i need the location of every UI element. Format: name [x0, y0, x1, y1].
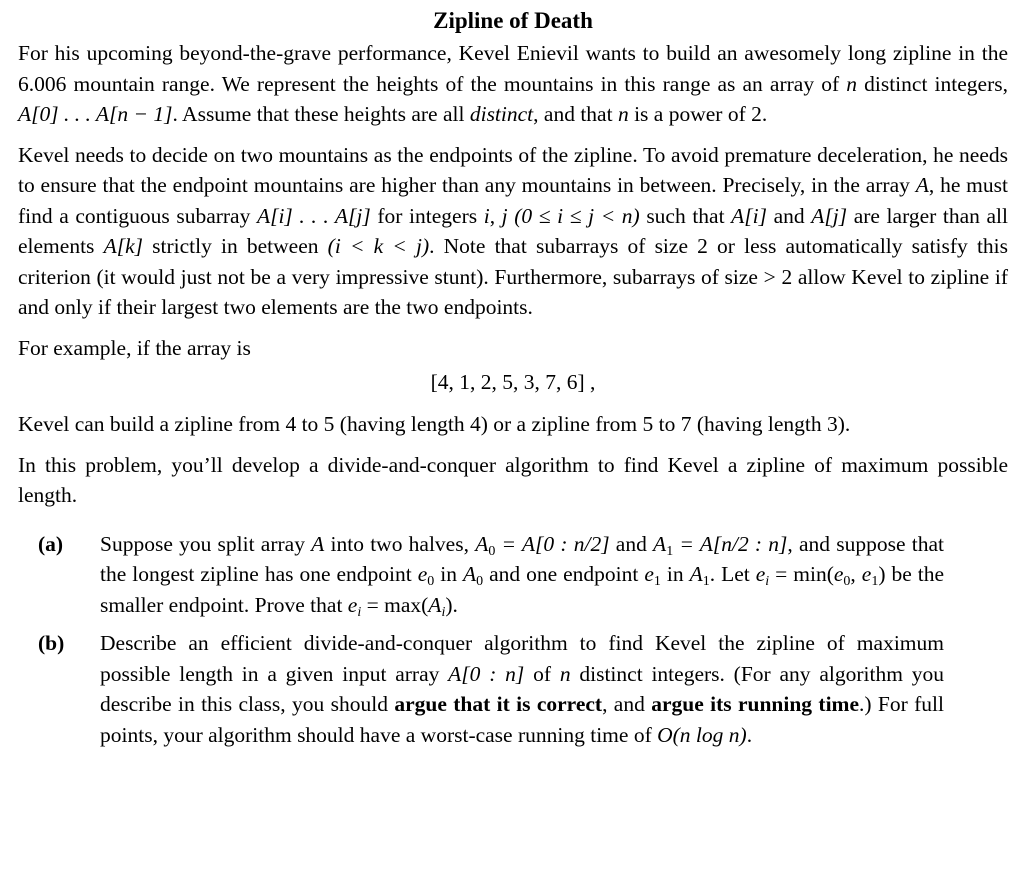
part-a-label: (a): [38, 531, 64, 556]
part-b-label: (b): [38, 631, 65, 655]
intro-paragraph: For his upcoming beyond-the-grave performance, Kevel Enievil wants to build an awesomely long zipline in the 6.006 mountain range. We represent the heights of the mountains in this range as an array of n distinct integers, A[0] . . . A[n − 1]. Assume that these heights are all distinct, and that n is a power of 2.: [18, 41, 1008, 126]
example-intro: For example, if the array is: [18, 335, 251, 360]
problem-parts: [18, 529, 1008, 751]
part-a: [18, 529, 1008, 621]
problem-title: Zipline of Death: [433, 8, 593, 33]
argue-runtime-emphasis: argue its running time: [651, 692, 860, 716]
argue-correct-emphasis: argue that it is correct: [394, 692, 603, 716]
constraint-paragraph: Kevel needs to decide on two mountains as the endpoints of the zipline. To avoid premature deceleration, he needs to ensure that the endpoint mountains are higher than any mountains in between. Precisely, in the array A, he must find a contiguous subarray A[i] . . . A[j] for integers i, j (0 ≤ i ≤ j < n) such that A[i] and A[j] are larger than all elements A[k] strictly in between (i < k < j). Note that subarrays of size 2 or less automatically satisfy this criterion (it would just not be a very impressive stunt). Furthermore, subarrays of size > 2 allow Kevel to zipline if and only if their largest two elements are the two endpoints.: [18, 142, 1009, 319]
part-b: [18, 628, 1008, 750]
part-a-text: Suppose you split array A into two halves, $A_0 = A[0$ : n/2] and $A_1 = A[n/2$ : n], and suppose that the longest zipline has one endpoint $e_0$ in $A_0$ and one endpoint $e_1$ in $A_1$. Let $e_i = \min(e_0$, $e_1$) be the smaller endpoint. Prove that $e_i = \max(A_i)$.: [100, 531, 945, 620]
part-b-text: Describe an efficient divide-and-conquer algorithm to find Kevel the zipline of maximum possible length in a given input array A[0 : n] of n distinct integers. (For any algorithm you describe in this class, you should argue that it is correct, and argue its running time.) For full points, your algorithm should have a worst-case running time of O(n log n).: [100, 631, 944, 747]
example-explanation: Kevel can build a zipline from 4 to 5 (having length 4) or a zipline from 5 to 7 (having length 3).: [18, 412, 851, 436]
problem-page: [18, 6, 1008, 758]
task-paragraph: In this problem, you’ll develop a divide-and-conquer algorithm to find Kevel a zipline of maximum possible length.: [18, 452, 1008, 507]
example-array: [4, 1, 2, 5, 3, 7, 6] ,: [430, 370, 596, 394]
